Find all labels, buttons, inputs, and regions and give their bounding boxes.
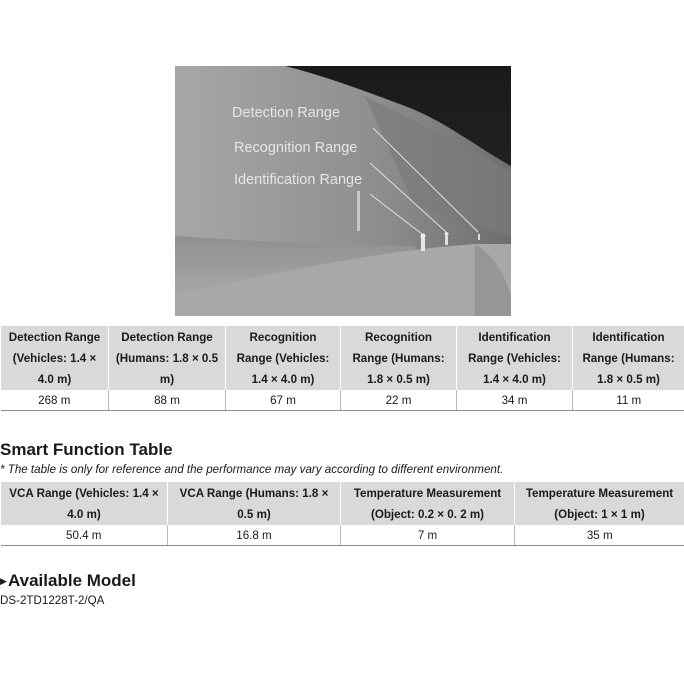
thermal-scene bbox=[175, 66, 511, 316]
smart-function-table bbox=[0, 482, 684, 546]
cell-temp-large: 35 m bbox=[515, 525, 684, 546]
header-detection-vehicles: Detection Range (Vehicles: 1.4 × 4.0 m) bbox=[1, 326, 109, 390]
cell-detection-vehicles: 268 m bbox=[1, 390, 109, 411]
header-recognition-vehicles: Recognition Range (Vehicles: 1.4 × 4.0 m) bbox=[226, 326, 341, 390]
table-row bbox=[1, 390, 684, 411]
thermal-range-image bbox=[175, 66, 511, 316]
header-identification-humans: Identification Range (Humans: 1.8 × 0.5 m) bbox=[573, 326, 684, 390]
range-table-header bbox=[1, 326, 684, 390]
table-row bbox=[1, 525, 684, 546]
cell-temp-small: 7 m bbox=[341, 525, 515, 546]
header-temp-large: Temperature Measurement (Object: 1 × 1 m) bbox=[515, 482, 684, 525]
identification-range-label: Identification Range bbox=[234, 172, 363, 188]
bullet-icon: ▶ bbox=[0, 576, 7, 586]
cell-vca-humans: 16.8 m bbox=[168, 525, 341, 546]
smart-function-title: Smart Function Table bbox=[0, 440, 173, 459]
cell-identification-vehicles: 34 m bbox=[457, 390, 573, 411]
header-vca-humans: VCA Range (Humans: 1.8 × 0.5 m) bbox=[168, 482, 341, 525]
smart-function-note: * The table is only for reference and the performance may vary according to different environment. bbox=[0, 463, 504, 476]
cell-identification-humans: 11 m bbox=[573, 390, 684, 411]
cell-vca-vehicles: 50.4 m bbox=[1, 525, 168, 546]
header-detection-humans: Detection Range (Humans: 1.8 × 0.5 m) bbox=[109, 326, 226, 390]
recognition-range-label: Recognition Range bbox=[234, 140, 358, 156]
header-temp-small: Temperature Measurement (Object: 0.2 × 0. 2 m) bbox=[341, 482, 515, 525]
range-table bbox=[0, 326, 684, 411]
detection-range-label: Detection Range bbox=[232, 105, 341, 121]
header-recognition-humans: Recognition Range (Humans: 1.8 × 0.5 m) bbox=[341, 326, 457, 390]
cell-detection-humans: 88 m bbox=[109, 390, 226, 411]
smart-function-header bbox=[1, 482, 684, 525]
cell-recognition-humans: 22 m bbox=[341, 390, 457, 411]
available-model-title: Available Model bbox=[8, 571, 136, 590]
header-vca-vehicles: VCA Range (Vehicles: 1.4 × 4.0 m) bbox=[1, 482, 168, 525]
header-identification-vehicles: Identification Range (Vehicles: 1.4 × 4.0 m) bbox=[457, 326, 573, 390]
cell-recognition-vehicles: 67 m bbox=[226, 390, 341, 411]
model-number: DS-2TD1228T-2/QA bbox=[0, 594, 105, 607]
